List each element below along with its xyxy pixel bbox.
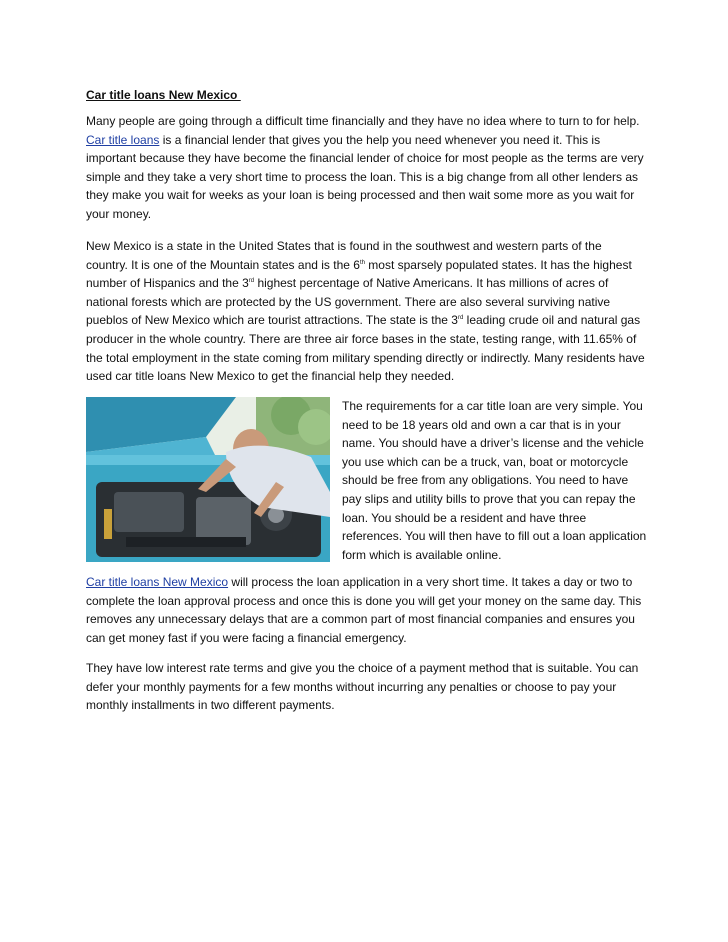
p2-sup-rd-2: rd [457, 315, 464, 322]
paragraph-processing [86, 573, 646, 647]
paragraph-requirements: The requirements for a car title loan are very simple. You need to be 18 years old and own a car that is in your name. You should have a driver’s license and the vehicle you use which can be a truck, van, boat or motorcycle should be free from any obligations. You need to have pay slips and utility bills to prove that you can repay the loan. You should be a resident and have three references. You will then have to fill out a loan application form which is available online. [342, 399, 647, 562]
p2-text-d: leading crude oil and natural gas producer in the whole country. There are three air force bases in the state, testing range, with 11.65% of the total employment in the state coming from military spending directly or indirectly. Many residents have used car title loans New Mexico to get the financial help they needed. [86, 313, 645, 384]
p2-sup-th: th [359, 259, 365, 266]
p1-text-before: Many people are going through a difficult time financially and they have no idea where to turn to for help. [86, 114, 640, 128]
p2-sup-rd-1: rd [248, 278, 255, 285]
paragraph-payment-terms: They have low interest rate terms and give you the choice of a payment method that is suitable. You can defer your monthly payments for a few months without incurring any penalties or choose to pay your monthly installments in two different payments. [86, 661, 639, 713]
p2-text-a: New Mexico is a state in the United States that is found in the southwest and western parts of the country. It is one of the Mountain states and is the 6 [86, 239, 602, 272]
p2-text-b: most sparsely populated states. It has the highest number of Hispanics and the 3 [86, 257, 632, 291]
p2-text-c: highest percentage of Native Americans. It has millions of acres of national forests which are protected by the US government. There are also several surviving native pueblos of New Mexico which are tourist attractions. The state is the 3 [86, 276, 611, 328]
p4-text-after: will process the loan application in a very short time. It takes a day or two to complete the loan approval process and once this is done you will get your money on the same day. This removes any unnecessary delays that are a common part of most financial companies and ensures you can get money fast if you were facing a financial emergency. [86, 575, 642, 645]
paragraph-new-mexico [86, 237, 646, 386]
p1-text-after: is a financial lender that gives you the help you need whenever you need it. This is important because they have become the financial lender of choice for most people as the terms are very simple and they take a very short time to process the loan. This is a big change from all other lenders as they make you wait for weeks as your loan is being processed and then wait some more as you wait for your money. [86, 132, 644, 221]
paragraph-intro [86, 112, 646, 224]
mechanic-engine-photo [86, 397, 330, 562]
car-title-loans-link[interactable]: Car title loans [86, 132, 160, 147]
document-title: Car title loans New Mexico [86, 88, 241, 102]
car-title-loans-new-mexico-link[interactable]: Car title loans New Mexico [86, 575, 229, 589]
